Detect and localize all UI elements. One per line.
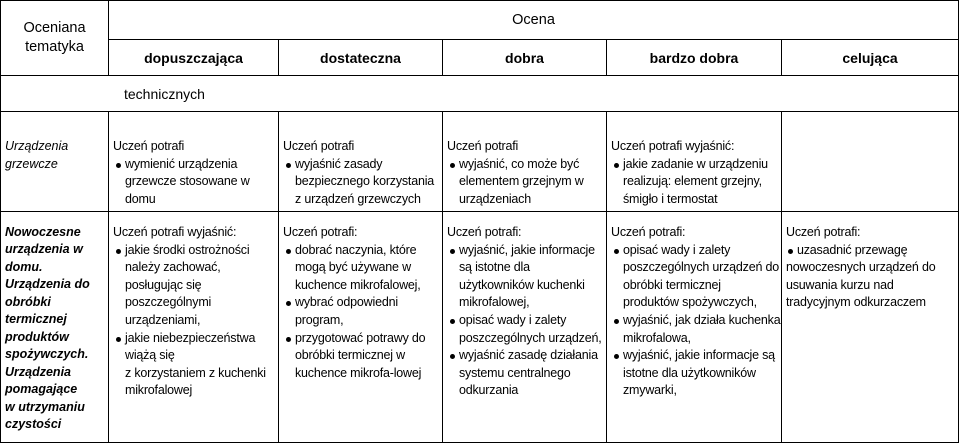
topic-line: domu. bbox=[5, 259, 43, 274]
bullet-text: użytkowników kuchenki bbox=[459, 277, 585, 292]
bullet-dot-icon bbox=[116, 163, 121, 168]
bullet-item bbox=[283, 156, 442, 209]
criteria-cell-dopuszczajaca bbox=[109, 112, 279, 212]
bullet-item bbox=[786, 242, 958, 312]
bullet-text: mikrofalowej, bbox=[459, 295, 530, 310]
bullet-line bbox=[125, 156, 278, 174]
bullet-line bbox=[125, 191, 278, 209]
bullet-text: bezpiecznego korzystania bbox=[295, 174, 435, 189]
bullet-dot-icon bbox=[450, 249, 455, 254]
bullet-line bbox=[125, 277, 278, 295]
bullet-line bbox=[459, 365, 606, 383]
topic-line: czystości bbox=[5, 416, 62, 431]
grade-group-header: Ocena bbox=[109, 1, 959, 40]
bullet-item bbox=[113, 156, 278, 209]
bullet-line bbox=[623, 242, 781, 260]
bullet-text: śmigło i termostat bbox=[623, 191, 718, 206]
bullet-text: jakie środki ostrożności bbox=[125, 242, 250, 257]
grade-header-celujaca: celująca bbox=[782, 40, 959, 76]
bullet-dot-icon bbox=[788, 249, 793, 254]
bullet-item bbox=[611, 242, 781, 312]
criteria-intro: Uczeń potrafi wyjaśnić: bbox=[113, 225, 237, 239]
topic-line: produktów bbox=[5, 329, 69, 344]
bullet-text: mikrofalowa, bbox=[623, 330, 691, 345]
bullet-text: wymienić urządzenia bbox=[125, 156, 238, 171]
bullet-text: poszczególnymi bbox=[125, 295, 212, 310]
bullet-line bbox=[295, 191, 442, 209]
criteria-intro: Uczeń potrafi wyjaśnić: bbox=[611, 139, 735, 153]
bullet-text: urządzeniami, bbox=[125, 312, 201, 327]
grade-header-dostateczna: dostateczna bbox=[279, 40, 443, 76]
bullet-line bbox=[459, 294, 606, 312]
topic-line: Nowoczesne bbox=[5, 225, 81, 239]
bullet-dot-icon bbox=[614, 319, 619, 324]
bullet-text: wyjaśnić, co może być bbox=[459, 156, 580, 171]
criteria-cell-celujaca bbox=[782, 212, 959, 443]
topic-line: urządzenia w bbox=[5, 242, 83, 257]
bullet-line bbox=[623, 259, 781, 277]
bullet-text: wyjaśnić zasady bbox=[295, 156, 383, 171]
bullet-dot-icon bbox=[286, 337, 291, 342]
criteria-intro: Uczeń potrafi bbox=[283, 139, 355, 153]
topic-line: Urządzenia do bbox=[5, 277, 90, 292]
topic-line: obróbki bbox=[5, 294, 51, 309]
bullet-line bbox=[623, 330, 781, 348]
criteria-intro: Uczeń potrafi: bbox=[786, 225, 861, 239]
bullet-line bbox=[786, 277, 958, 295]
bullet-text: zmywarki, bbox=[623, 383, 677, 398]
bullet-item bbox=[447, 312, 606, 347]
bullet-text: z urządzeń grzewczych bbox=[295, 191, 421, 206]
topic-cell bbox=[1, 212, 109, 443]
criteria-cell-dopuszczajaca bbox=[109, 212, 279, 443]
bullet-text: opisać wady i zalety bbox=[623, 242, 731, 257]
bullet-item bbox=[447, 347, 606, 400]
bullet-line bbox=[125, 173, 278, 191]
bullet-text: domu bbox=[125, 191, 156, 206]
criteria-intro: Uczeń potrafi: bbox=[447, 225, 522, 239]
bullet-dot-icon bbox=[286, 249, 291, 254]
bullet-line bbox=[295, 156, 442, 174]
bullet-text: wyjaśnić zasadę działania bbox=[459, 348, 598, 363]
bullet-item bbox=[447, 156, 606, 209]
bullet-line bbox=[125, 330, 278, 348]
bullet-text: posługując się bbox=[125, 277, 202, 292]
bullet-line bbox=[459, 156, 606, 174]
bullet-text: istotne dla użytkowników bbox=[623, 365, 756, 380]
bullet-dot-icon bbox=[614, 354, 619, 359]
bullet-line bbox=[459, 347, 606, 365]
continuation-row bbox=[1, 76, 959, 112]
grade-header-dopuszczajaca: dopuszczająca bbox=[109, 40, 279, 76]
bullet-text: poszczególnych urządzeń do bbox=[623, 260, 780, 275]
criteria-intro: Uczeń potrafi bbox=[447, 139, 519, 153]
topic-line: termicznej bbox=[5, 312, 67, 327]
bullet-text: tradycyjnym odkurzaczem bbox=[786, 295, 926, 310]
bullet-text: systemu centralnego bbox=[459, 365, 571, 380]
bullet-line bbox=[295, 259, 442, 277]
bullet-line bbox=[786, 242, 958, 260]
bullet-line bbox=[295, 173, 442, 191]
bullet-line bbox=[459, 312, 606, 330]
bullet-text: nowoczesnych urządzeń do bbox=[786, 260, 936, 275]
topic-row-modern-devices bbox=[1, 212, 959, 443]
topic-line: Urządzenia bbox=[5, 139, 69, 153]
bullet-item bbox=[611, 347, 781, 400]
bullet-dot-icon bbox=[286, 163, 291, 168]
criteria-intro: Uczeń potrafi: bbox=[611, 225, 686, 239]
bullet-item bbox=[611, 312, 781, 347]
bullet-item bbox=[113, 330, 278, 400]
bullet-line bbox=[623, 347, 781, 365]
bullet-line bbox=[623, 294, 781, 312]
bullet-dot-icon bbox=[116, 337, 121, 342]
bullet-text: uzasadnić przewagę bbox=[797, 242, 908, 257]
bullet-line bbox=[623, 156, 781, 174]
bullet-line bbox=[295, 365, 442, 383]
bullet-line bbox=[459, 259, 606, 277]
bullet-line bbox=[623, 191, 781, 209]
bullet-text: wiążą się bbox=[125, 348, 175, 363]
bullet-item bbox=[283, 294, 442, 329]
criteria-cell-dostateczna bbox=[279, 212, 443, 443]
criteria-cell-celujaca-empty bbox=[782, 112, 959, 212]
bullet-text: grzewcze stosowane w bbox=[125, 174, 250, 189]
bullet-text: odkurzania bbox=[459, 383, 519, 398]
bullet-line bbox=[295, 294, 442, 312]
bullet-dot-icon bbox=[450, 163, 455, 168]
bullet-text: program, bbox=[295, 312, 344, 327]
topic-header-line: Oceniana bbox=[23, 20, 86, 36]
topic-cell bbox=[1, 112, 109, 212]
topic-column-header bbox=[1, 1, 109, 76]
bullet-line bbox=[125, 294, 278, 312]
bullet-line bbox=[786, 259, 958, 277]
bullet-dot-icon bbox=[116, 249, 121, 254]
bullet-line bbox=[459, 173, 606, 191]
topic-line: Urządzenia bbox=[5, 364, 71, 379]
header-row bbox=[1, 1, 959, 40]
bullet-line bbox=[295, 242, 442, 260]
topic-line: pomagające bbox=[5, 382, 78, 397]
bullet-line bbox=[125, 365, 278, 383]
continuation-text: technicznych bbox=[1, 76, 959, 112]
bullet-line bbox=[459, 242, 606, 260]
bullet-text: wyjaśnić, jak działa kuchenka bbox=[623, 312, 781, 327]
bullet-text: kuchence mikrofa-lowej bbox=[295, 365, 422, 380]
grade-header-row bbox=[1, 40, 959, 76]
bullet-dot-icon bbox=[614, 163, 619, 168]
bullet-line bbox=[125, 312, 278, 330]
bullet-line bbox=[295, 347, 442, 365]
bullet-line bbox=[459, 382, 606, 400]
criteria-cell-bardzo-dobra bbox=[607, 212, 782, 443]
criteria-cell-dobra bbox=[443, 212, 607, 443]
topic-header-line: tematyka bbox=[25, 39, 84, 55]
criteria-intro: Uczeń potrafi bbox=[113, 139, 185, 153]
bullet-item bbox=[447, 242, 606, 312]
bullet-line bbox=[623, 312, 781, 330]
bullet-text: przygotować potrawy do bbox=[295, 330, 426, 345]
bullet-text: z korzystaniem z kuchenki bbox=[125, 365, 266, 380]
bullet-text: mogą być używane w bbox=[295, 260, 411, 275]
bullet-line bbox=[459, 330, 606, 348]
bullet-text: opisać wady i zalety bbox=[459, 312, 567, 327]
bullet-dot-icon bbox=[614, 249, 619, 254]
bullet-text: wyjaśnić, jakie informacje bbox=[459, 242, 595, 257]
bullet-line bbox=[125, 347, 278, 365]
bullet-line bbox=[459, 277, 606, 295]
bullet-text: jakie niebezpieczeństwa bbox=[125, 330, 256, 345]
topic-row-heating-devices bbox=[1, 112, 959, 212]
bullet-line bbox=[125, 259, 278, 277]
bullet-text: kuchence mikrofalowej, bbox=[295, 277, 421, 292]
bullet-line bbox=[623, 365, 781, 383]
bullet-line bbox=[295, 330, 442, 348]
bullet-text: elementem grzejnym w bbox=[459, 174, 584, 189]
bullet-line bbox=[459, 191, 606, 209]
bullet-line bbox=[295, 277, 442, 295]
bullet-text: obróbki termicznej w bbox=[295, 348, 405, 363]
topic-line: spożywczych. bbox=[5, 347, 89, 362]
bullet-text: mikrofalowej bbox=[125, 383, 193, 398]
topic-line: grzewcze bbox=[5, 156, 58, 171]
bullet-text: dobrać naczynia, które bbox=[295, 242, 417, 257]
bullet-item bbox=[113, 242, 278, 330]
bullet-text: wybrać odpowiedni bbox=[295, 295, 398, 310]
bullet-text: są istotne dla bbox=[459, 260, 530, 275]
criteria-cell-dostateczna bbox=[279, 112, 443, 212]
criteria-cell-bardzo-dobra bbox=[607, 112, 782, 212]
bullet-text: produktów spożywczych, bbox=[623, 295, 757, 310]
bullet-text: jakie zadanie w urządzeniu bbox=[623, 156, 768, 171]
bullet-line bbox=[125, 242, 278, 260]
bullet-item bbox=[611, 156, 781, 209]
bullet-text: poszczególnych urządzeń, bbox=[459, 330, 602, 345]
bullet-text: obróbki termicznej bbox=[623, 277, 721, 292]
criteria-cell-dobra bbox=[443, 112, 607, 212]
bullet-line bbox=[786, 294, 958, 312]
bullet-text: należy zachować, bbox=[125, 260, 221, 275]
bullet-text: urządzeniach bbox=[459, 191, 531, 206]
grade-header-dobra: dobra bbox=[443, 40, 607, 76]
bullet-text: wyjaśnić, jakie informacje są bbox=[623, 348, 775, 363]
bullet-text: realizują: element grzejny, bbox=[623, 174, 762, 189]
criteria-intro: Uczeń potrafi: bbox=[283, 225, 358, 239]
bullet-item bbox=[283, 330, 442, 383]
bullet-line bbox=[623, 277, 781, 295]
bullet-line bbox=[623, 382, 781, 400]
bullet-text: usuwania kurzu nad bbox=[786, 277, 894, 292]
grade-header-bardzo-dobra: bardzo dobra bbox=[607, 40, 782, 76]
topic-line: w utrzymaniu bbox=[5, 399, 85, 414]
bullet-item bbox=[283, 242, 442, 295]
bullet-line bbox=[623, 173, 781, 191]
bullet-dot-icon bbox=[450, 319, 455, 324]
bullet-dot-icon bbox=[450, 354, 455, 359]
bullet-line bbox=[125, 382, 278, 400]
bullet-dot-icon bbox=[286, 301, 291, 306]
bullet-line bbox=[295, 312, 442, 330]
